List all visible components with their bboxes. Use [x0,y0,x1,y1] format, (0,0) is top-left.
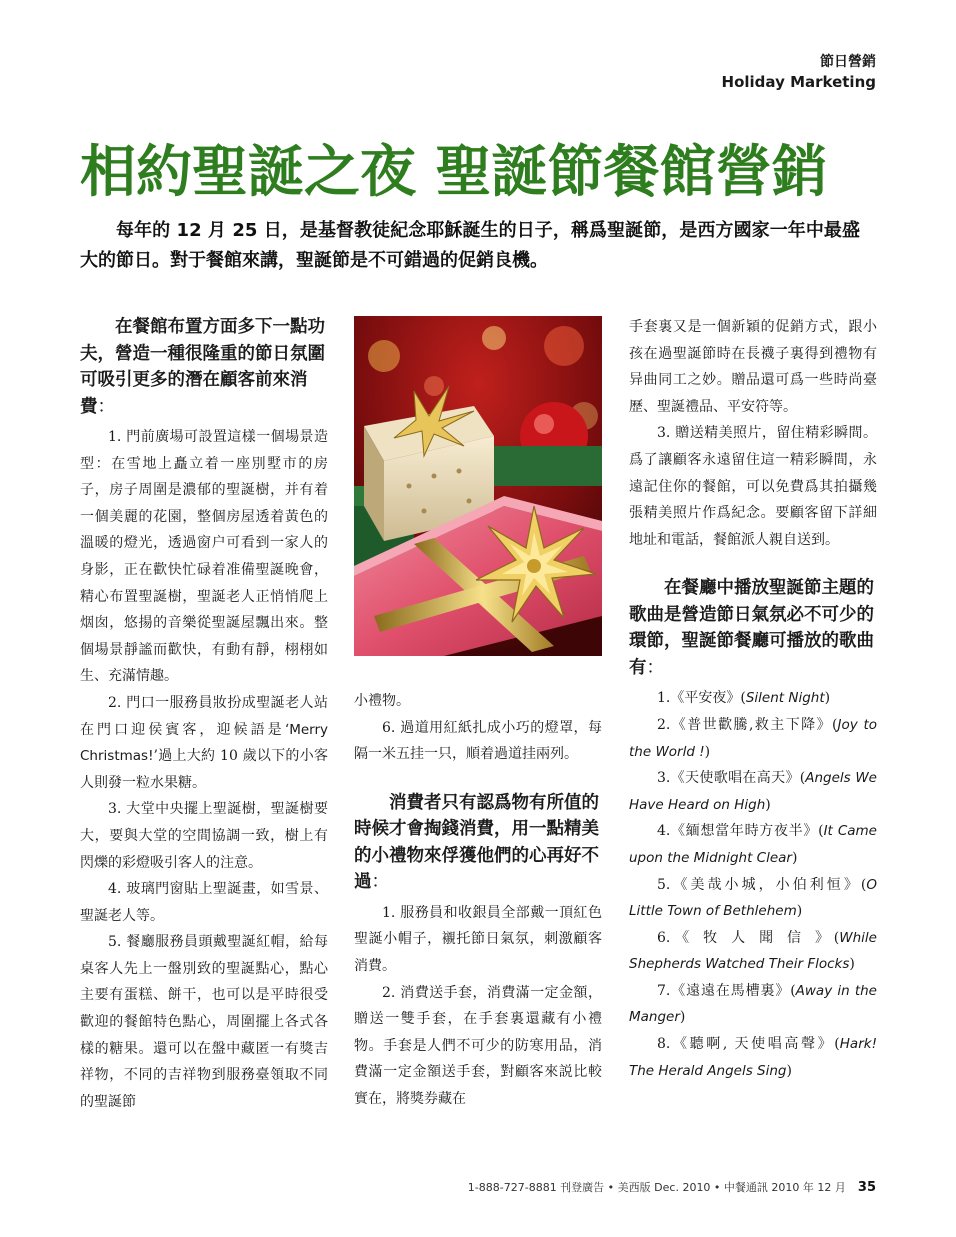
song-end: ) [849,956,855,973]
col1-p2 [80,690,328,796]
col1-p4: 4. 玻璃門窗貼上聖誕畫，如雪景、聖誕老人等。 [80,881,328,924]
song-list [629,685,877,1084]
song-item [629,872,877,925]
song-en: O Little Town of Bethlehem [629,876,877,920]
col1-heading-colon: ： [97,396,115,417]
song-en: Joy to the World ! [629,716,877,760]
col1-p1: 1. 門前廣場可設置這樣一個場景造型：在雪地上矗立着一座別墅市的房子，房子周圍是濃郁的聖誕樹，并有着一個美麗的花園，整個房屋透着黃色的溫暖的燈光，透過窗户可看到一家人的身影，正在歡快忙碌着准備聖誕晚會，精心布置聖誕樹，聖誕老人正悄悄爬上烟囱，悠揚的音樂從聖誕屋飄出來。整個場景靜謐而歡快，有動有靜，栩栩如生、充滿情趣。 [80,429,328,685]
song-en: Silent Night [745,690,825,707]
song-end: ) [679,1009,686,1026]
song-zh: 7.《遠遠在馬槽裏》( [657,982,796,999]
col1-heading [80,314,328,420]
col2-heading [354,790,602,896]
song-end: ) [704,743,711,760]
col2-p6: 6. 過道用紅紙扎成小巧的燈罩，每隔一米五挂一只，順着過道挂兩列。 [354,719,602,763]
col1-p2-en: Merry Christmas! [80,721,328,765]
col1-heading-text: 在餐館布置方面多下一點功夫，營造一種很隆重的節日氛圍可吸引更多的潛在顧客前來消費 [80,317,325,417]
song-item [629,685,877,712]
col2-p2: 2. 消費送手套，消費滿一定金額，贈送一雙手套，在手套裏還藏有小禮物。手套是人們不可少的防寒用品，消費滿一定金額送手套，對顧客來説比較實在，將獎券藏在 [354,984,602,1107]
song-en: While Shepherds Watched Their Flocks [629,929,877,973]
song-end: ) [824,690,831,707]
column-1 [80,314,328,1115]
song-zh: 3.《天使歌唱在高天》( [657,770,806,787]
col1-p5: 5. 餐廳服務員頭戴聖誕紅帽，給每桌客人先上一盤別致的聖誕點心，點心主要有蛋糕、餅干，也可以是平時很受歡迎的餐館特色點心，周圍擺上各式各樣的糖果。還可以在盤中藏匿一有獎吉祥物，不同的吉祥物到服務臺領取不同的聖誕節 [80,934,328,1110]
column-3 [629,314,877,1084]
song-end: ) [786,1062,792,1079]
page-number: 35 [857,1180,876,1195]
christmas-gift-photo [354,316,602,656]
song-zh: 4.《緬想當年時方夜半》( [657,823,824,840]
song-en: Angels We Have Heard on High [629,770,877,813]
col2-p1: 1. 服務員和收銀員全部戴一頂紅色聖誕小帽子，襯托節日氣氛，刺激顧客消費。 [354,904,602,974]
song-item [629,765,877,818]
col3-heading-text: 在餐廳中播放聖誕節主題的歌曲是營造節日氣氛必不可少的環節，聖誕節餐廳可播放的歌曲有 [629,578,874,678]
gift-illustration-icon [354,316,602,656]
song-item [629,978,877,1031]
song-item [629,925,877,978]
col3-p0: 手套裏又是一個新穎的促銷方式，跟小孩在過聖誕節時在長襪子裏得到禮物有异曲同工之妙。贈品還可爲一些時尚臺歷、聖誕禮品、平安符等。 [629,319,877,415]
col3-heading [629,575,877,681]
col2-p0: 小禮物。 [354,693,410,709]
section-tag-en: Holiday Marketing [721,73,876,91]
song-end: ) [796,903,803,920]
col2-heading-text: 消費者只有認爲物有所值的時候才會掏錢消費，用一點精美的小禮物來俘獲他們的心再好不過 [354,792,599,893]
section-tag-zh: 節日營銷 [820,54,876,70]
section-tag [722,52,876,92]
song-item [629,712,877,765]
song-zh: 8.《聽啊, 天使唱高聲》( [657,1036,840,1053]
song-en: It Came upon the Midnight Clear [629,823,877,866]
song-end: ) [765,796,771,813]
song-en: Hark! The Herald Angels Sing [629,1036,877,1079]
page-footer [468,1179,876,1195]
column-2 [354,688,602,1113]
lead-paragraph: 每年的 12 月 25 日，是基督教徒紀念耶穌誕生的日子，稱爲聖誕節，是西方國家一年中最盛大的節日。對于餐館來講，聖誕節是不可錯過的促銷良機。 [80,220,860,271]
col2-heading-colon: ： [371,872,389,893]
song-zh: 5.《美哉小城，小伯利恒》( [657,876,867,893]
article-lead [80,216,860,276]
song-zh: 2.《普世歡騰,救主下降》( [657,716,838,733]
song-item [629,1031,877,1084]
song-zh: 6.《 牧 人 聞 信 》( [657,929,840,946]
col1-p2-b: ’過上大約 10 歲以下的小客人則發一粒水果糖。 [80,748,328,791]
song-item [629,818,877,871]
col1-p2-a: 2. 門口一服務員妝扮成聖誕老人站在門口迎侯賓客，迎候語是‘ [80,694,328,738]
song-end: ) [791,849,798,866]
song-zh: 1.《平安夜》( [657,690,746,707]
col3-p3: 3. 贈送精美照片，留住精彩瞬間。爲了讓顧客永遠留住這一精彩瞬間，永遠記住你的餐館，可以免費爲其拍攝幾張精美照片作爲紀念。要顧客留下詳細地址和電話，餐館派人親自送到。 [629,425,877,548]
article-title: 相約聖誕之夜 聖誕節餐館營銷 [80,139,828,205]
col3-heading-colon: ： [646,657,664,678]
song-en: Away in the Manger [629,982,877,1026]
footer-text: 1-888-727-8881 刊登廣告 • 美西版 Dec. 2010 • 中餐通訊 2010 年 12 月 [467,1181,846,1194]
col1-p3: 3. 大堂中央擺上聖誕樹，聖誕樹要大，要與大堂的空間協調一致，樹上有閃爍的彩燈吸引客人的注意。 [80,801,328,871]
